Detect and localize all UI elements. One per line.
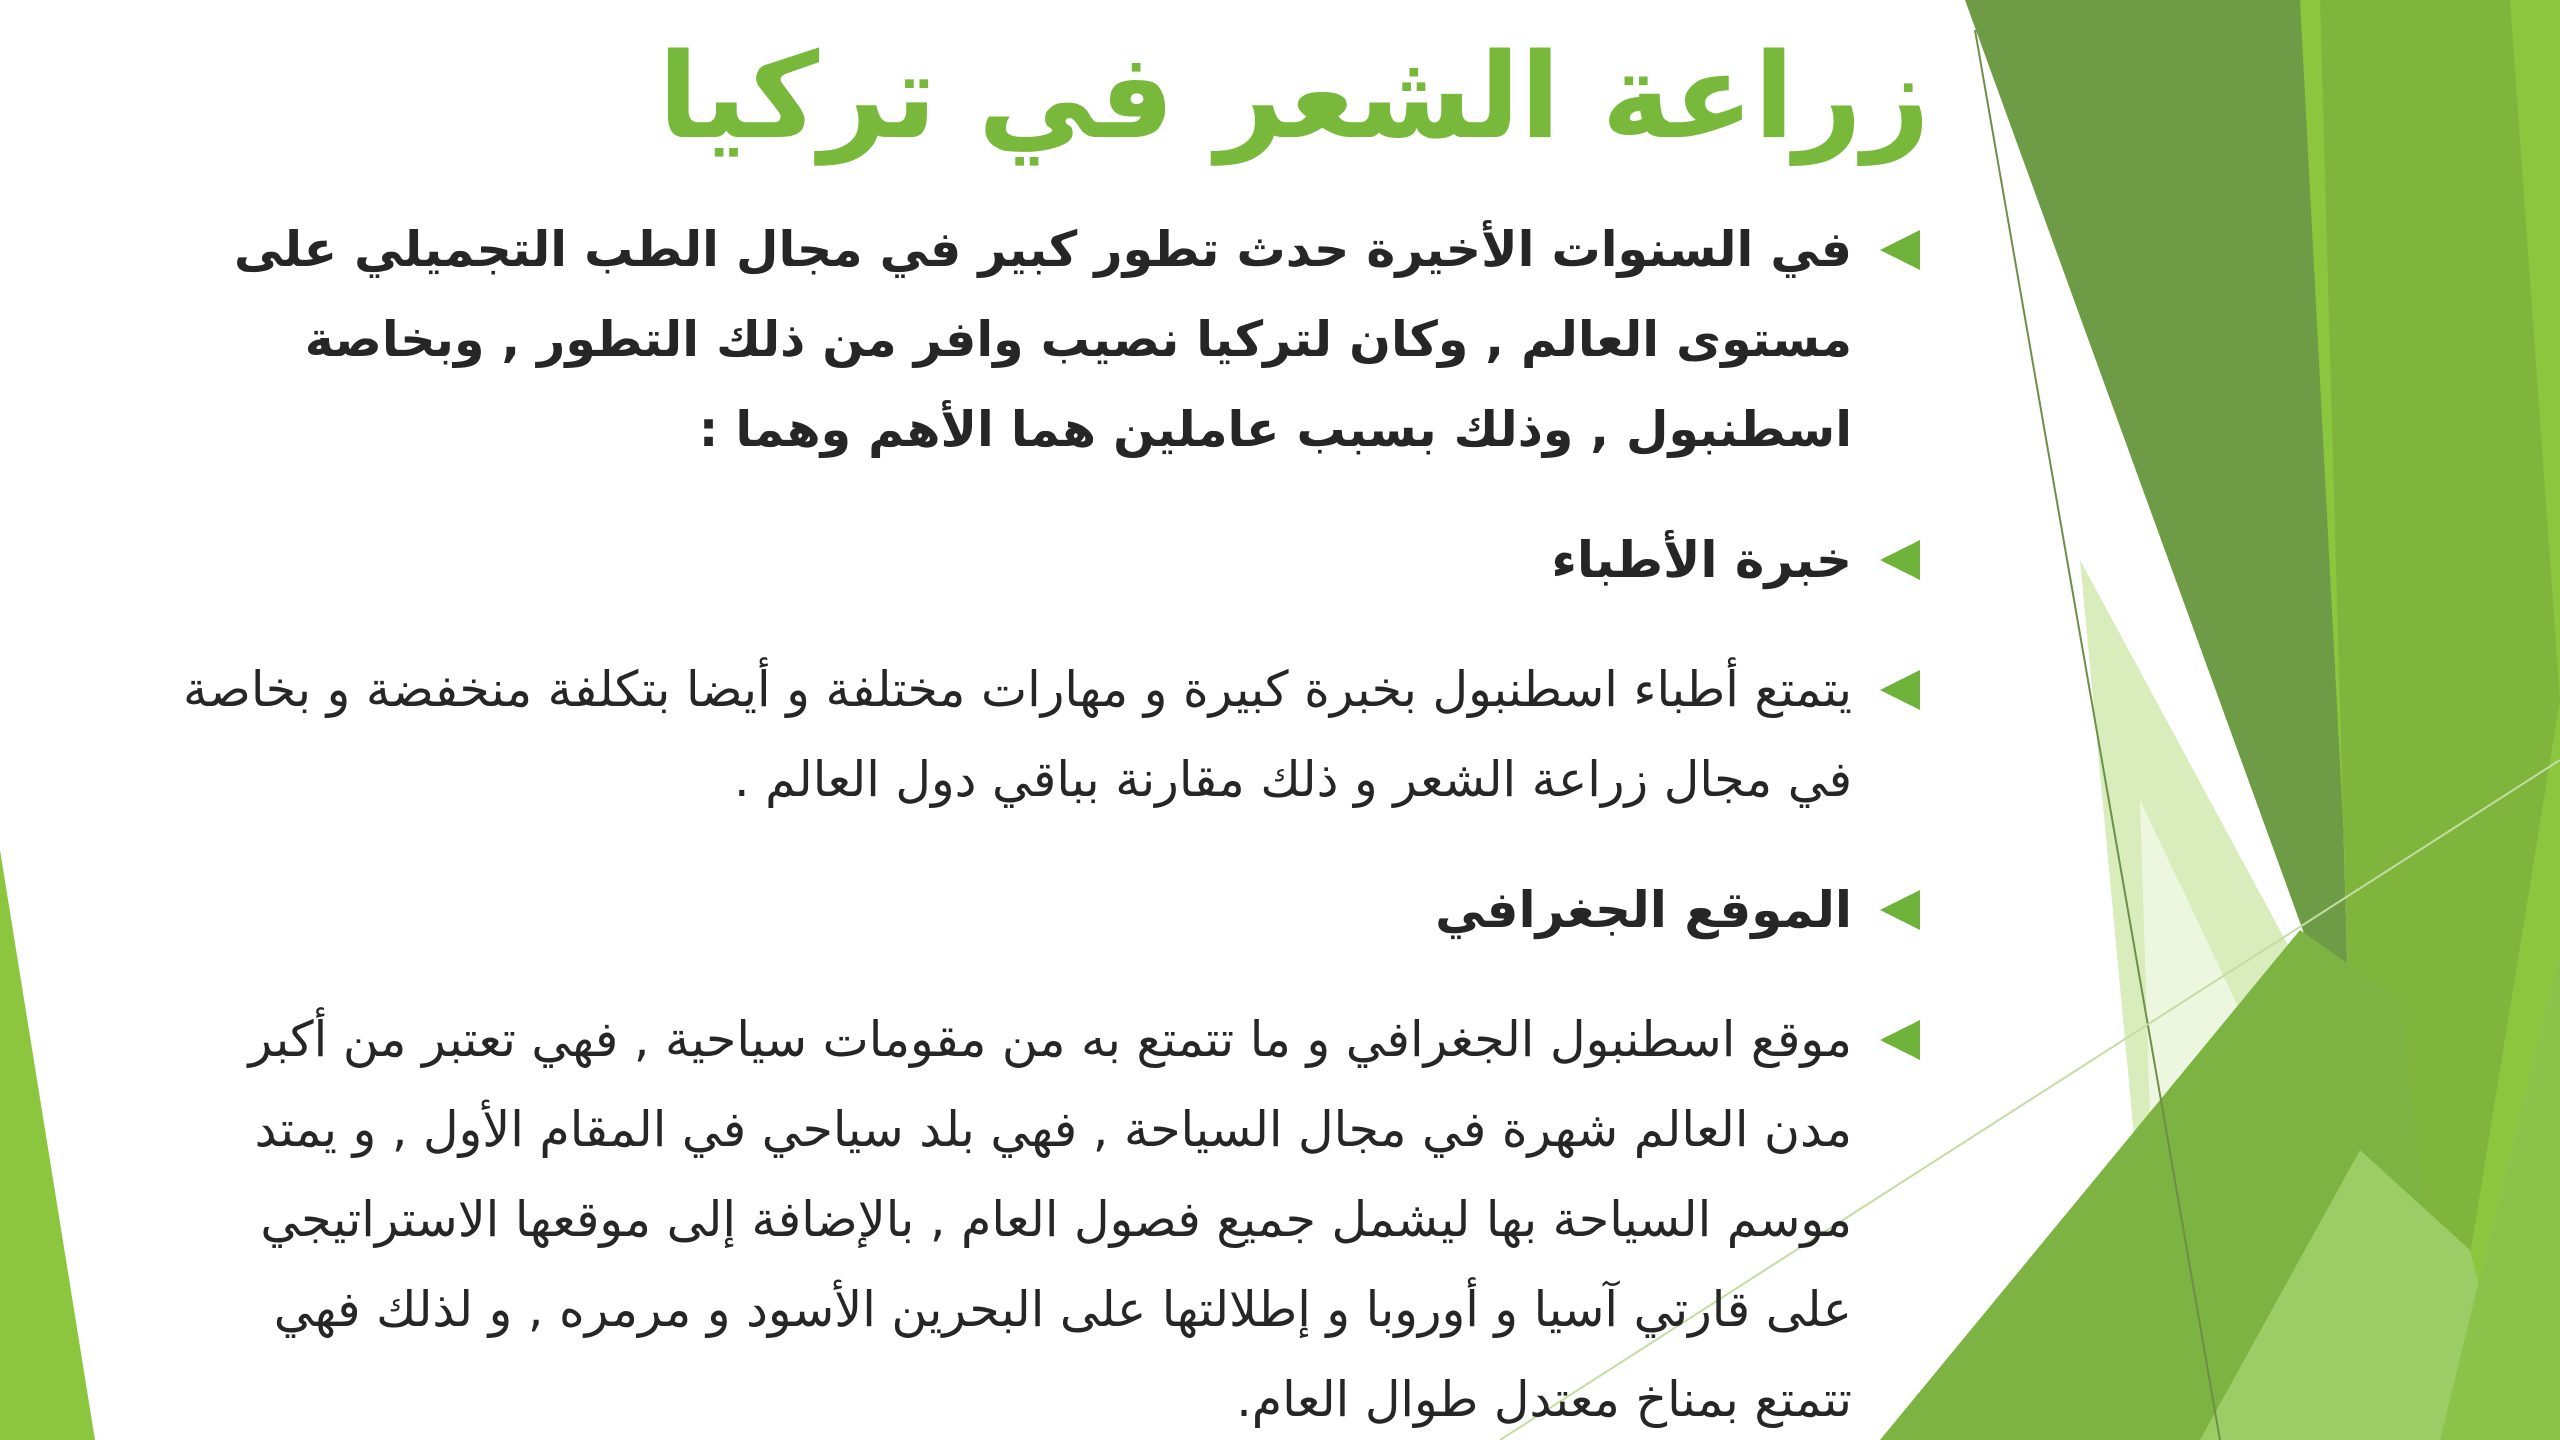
bullet-heading <box>180 515 1920 605</box>
paragraph-text: في السنوات الأخيرة حدث تطور كبير في مجال الطب التجميلي على مستوى العالم , وكان لتركيا نصيب وافر من ذلك التطور , وبخاصة اسطنبول , وذلك بسبب عاملين هما الأهم وهما : <box>234 221 1852 458</box>
triangle-bullet-icon <box>1880 670 1920 710</box>
bullet-paragraph <box>180 205 1920 475</box>
triangle-bullet-icon <box>1880 540 1920 580</box>
triangle-bullet-icon <box>1880 230 1920 270</box>
heading-text: الموقع الجغرافي <box>1435 881 1852 939</box>
left-green-sliver <box>0 850 95 1440</box>
paragraph-text: موقع اسطنبول الجغرافي و ما تتمتع به من مقومات سياحية , فهي تعتبر من أكبر مدن العالم شهرة في مجال السياحة , فهي بلد سياحي في المقام الأول , و يمتد موسم السياحة بها ليشمل جميع فصول العام , بالإضافة إلى موقعها الاستراتيجي على قارتي آسيا و أوروبا و إطلالتها على البحرين الأسود و مرمره , و لذلك فهي تتمتع بمناخ معتدل طوال العام. <box>248 1011 1852 1428</box>
triangle-bullet-icon <box>1880 890 1920 930</box>
bullet-heading <box>180 865 1920 955</box>
slide-title: زراعة الشعر في تركيا <box>657 27 1930 165</box>
triangle-bullet-icon <box>1880 1020 1920 1060</box>
bullet-paragraph <box>180 645 1920 825</box>
paragraph-text: يتمتع أطباء اسطنبول بخبرة كبيرة و مهارات مختلفة و أيضا بتكلفة منخفضة و بخاصة في مجال زراعة الشعر و ذلك مقارنة بباقي دول العالم . <box>182 661 1852 808</box>
heading-text: خبرة الأطباء <box>1551 531 1852 589</box>
bullet-paragraph <box>180 995 1920 1440</box>
bullet-list <box>180 205 1920 1440</box>
